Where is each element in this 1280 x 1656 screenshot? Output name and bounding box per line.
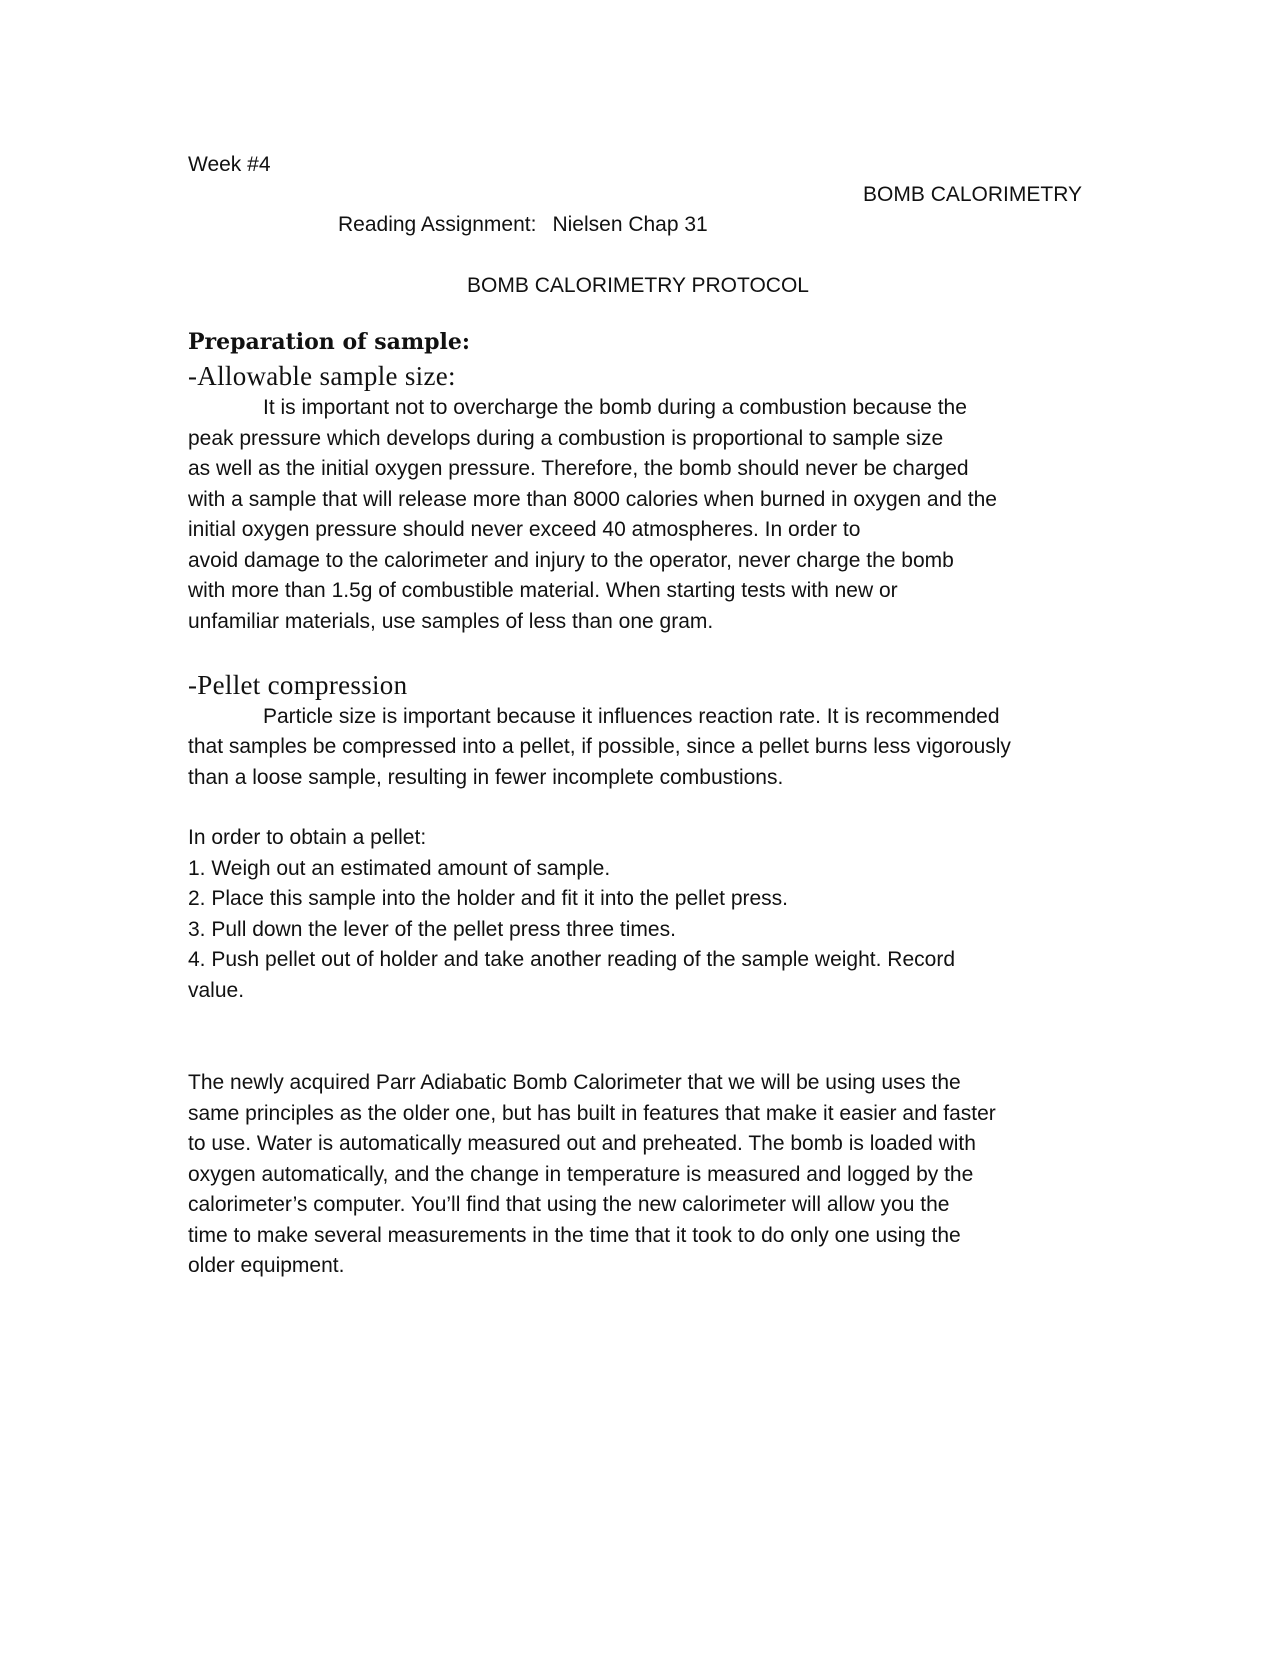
pellet-list-intro: In order to obtain a pellet: <box>188 826 427 849</box>
paragraph-line: to use. Water is automatically measured out and preheated. The bomb is loaded with <box>188 1132 976 1155</box>
sample-size-paragraph <box>188 393 1088 637</box>
list-item: 1. Weigh out an estimated amount of sample. <box>188 856 611 880</box>
list-item: 2. Place this sample into the holder and fit it into the pellet press. <box>188 887 789 910</box>
pellet-heading: -Pellet compression <box>188 669 408 700</box>
paragraph-line: The newly acquired Parr Adiabatic Bomb Calorimeter that we will be using uses the <box>188 1071 961 1094</box>
protocol-title: BOMB CALORIMETRY PROTOCOL <box>467 274 809 297</box>
course-title: BOMB CALORIMETRY <box>863 183 1082 206</box>
paragraph-line: time to make several measurements in the time that it took to do only one using the <box>188 1223 961 1247</box>
paragraph-line: that samples be compressed into a pellet, if possible, since a pellet burns less vigorously <box>188 735 1011 758</box>
paragraph-line: than a loose sample, resulting in fewer incomplete combustions. <box>188 765 784 789</box>
paragraph-line: same principles as the older one, but has built in features that make it easier and faster <box>188 1101 996 1125</box>
paragraph-line: avoid damage to the calorimeter and injury to the operator, never charge the bomb <box>188 548 954 572</box>
list-item: 3. Pull down the lever of the pellet press three times. <box>188 917 676 941</box>
sample-size-heading: -Allowable sample size: <box>188 361 456 391</box>
paragraph-line: as well as the initial oxygen pressure. Therefore, the bomb should never be charged <box>188 457 969 480</box>
preparation-heading: Preparation of sample: <box>188 329 471 355</box>
pellet-paragraph <box>188 702 1088 794</box>
paragraph-line: calorimeter’s computer. You’ll find that using the new calorimeter will allow you the <box>188 1193 950 1216</box>
list-item: value. <box>188 978 245 1002</box>
document-body <box>188 150 1088 1282</box>
paragraph-line: Particle size is important because it influences reaction rate. It is recommended <box>263 704 1000 728</box>
paragraph-line: It is important not to overcharge the bomb during a combustion because the <box>263 396 967 419</box>
closing-paragraph <box>188 1068 1088 1282</box>
paragraph-line: older equipment. <box>188 1254 345 1277</box>
paragraph-line: unfamiliar materials, use samples of less than one gram. <box>188 609 714 633</box>
paragraph-line: with a sample that will release more than 8000 calories when burned in oxygen and the <box>188 487 997 511</box>
paragraph-line: oxygen automatically, and the change in temperature is measured and logged by the <box>188 1162 974 1186</box>
paragraph-line: peak pressure which develops during a combustion is proportional to sample size <box>188 426 944 450</box>
paragraph-line: with more than 1.5g of combustible material. When starting tests with new or <box>188 579 898 602</box>
week-label: Week #4 <box>188 153 271 176</box>
pellet-steps-list <box>188 854 1088 1007</box>
reading-label: Reading Assignment: <box>338 213 537 236</box>
paragraph-line: initial oxygen pressure should never exceed 40 atmospheres. In order to <box>188 518 861 541</box>
reading-assignment <box>188 210 1088 240</box>
list-item: 4. Push pellet out of holder and take another reading of the sample weight. Record <box>188 948 955 971</box>
reading-value: Nielsen Chap 31 <box>552 213 708 236</box>
